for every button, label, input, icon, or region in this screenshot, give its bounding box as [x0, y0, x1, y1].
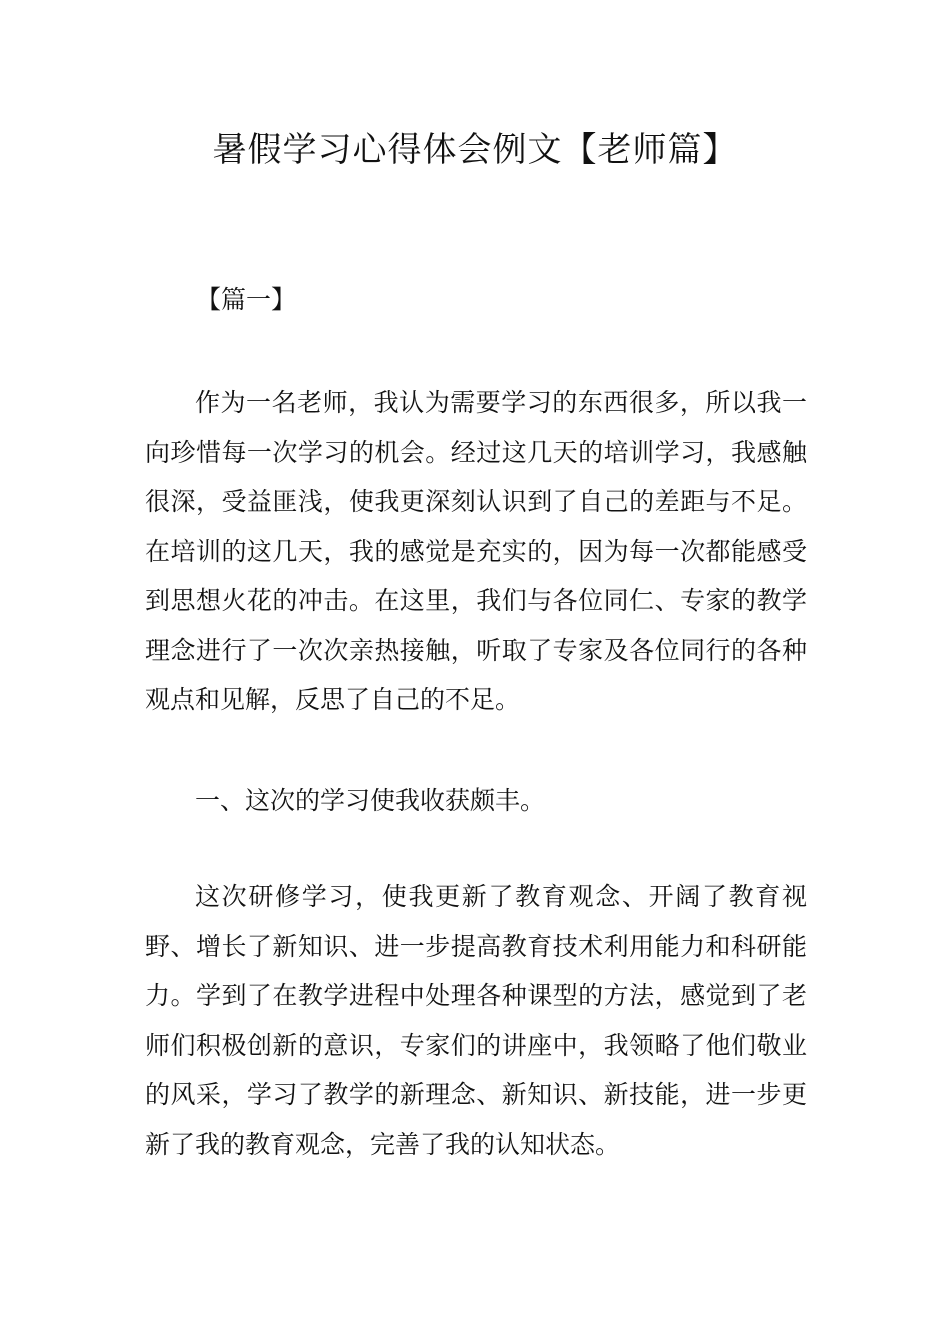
paragraph-2: 这次研修学习，使我更新了教育观念、开阔了教育视野、增长了新知识、进一步提高教育技术利用能力和科研能力。学到了在教学进程中处理各种课型的方法，感觉到了老师们积极创新的意识，专家们的讲座中，我领略了他们敬业的风采，学习了教学的新理念、新知识、新技能，进一步更新了我的教育观念，完善了我的认知状态。 [145, 882, 807, 1159]
subheading-block [145, 776, 807, 826]
subheading-1: 一、这次的学习使我收获颇丰。 [195, 786, 546, 815]
paragraph-block-2 [145, 872, 807, 1169]
paragraph-block-1 [145, 378, 807, 725]
section-label: 【篇一】 [196, 285, 297, 314]
document-title: 暑假学习心得体会例文【老师篇】 [212, 130, 738, 170]
paragraph-1: 作为一名老师，我认为需要学习的东西很多，所以我一向珍惜每一次学习的机会。经过这几天的培训学习，我感触很深，受益匪浅，使我更深刻认识到了自己的差距与不足。在培训的这几天，我的感觉是充实的，因为每一次都能感受到思想火花的冲击。在这里，我们与各位同仁、专家的教学理念进行了一次次亲热接触，听取了专家及各位同行的各种观点和见解，反思了自己的不足。 [145, 388, 807, 714]
